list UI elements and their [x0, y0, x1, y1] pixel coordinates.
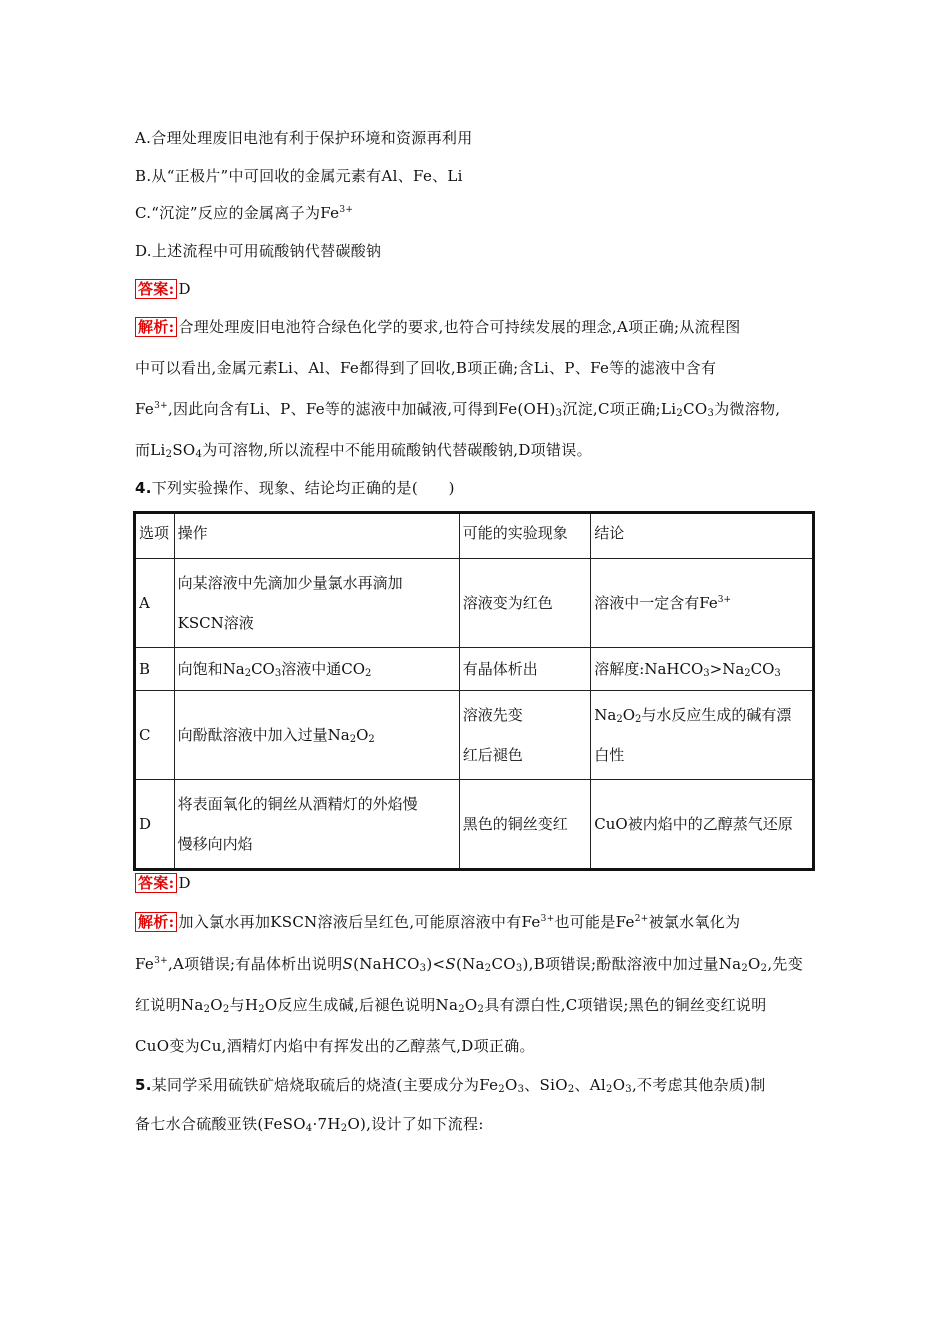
analysis-tag: 解析:: [135, 317, 177, 337]
q3-option-a: A.合理处理废旧电池有利于保护环境和资源再利用: [135, 129, 473, 147]
table-row: [135, 559, 814, 648]
row-a-phenomenon: 溶液变为红色: [459, 559, 591, 648]
row-d-option: D: [135, 780, 175, 870]
row-c-phenomenon: 溶液先变 红后褪色: [459, 691, 591, 780]
row-a-option: A: [135, 559, 175, 648]
table-row: [135, 691, 814, 780]
q3-analysis-line4: 而$Li_2SO_4$为可溶物,所以流程中不能用硫酸钠代替碳酸钠,D项错误。: [135, 441, 592, 460]
row-b-option: B: [135, 648, 175, 691]
q3-analysis-line3: $Fe^{3+}$,因此向含有Li、P、Fe等的滤液中加碱液,可得到$Fe(OH)_3$沉淀,C项正确$;Li_2CO_3$为微溶物,: [135, 400, 781, 419]
header-conclusion: 结论: [591, 513, 814, 559]
q4-analysis-line4: CuO变为Cu,酒精灯内焰中有挥发出的乙醇蒸气,D项正确。: [135, 1037, 535, 1055]
table-row: [135, 648, 814, 691]
q5-stem-line1: 5.某同学采用硫铁矿焙烧取硫后的烧渣(主要成分为$Fe_2O_3$、SiO$_2$、$Al_2O_3$,不考虑其他杂质)制: [135, 1076, 766, 1095]
q5-stem-line2: 备七水合硫酸亚铁$(FeSO_4\cdot 7H_2O)$,设计了如下流程:: [135, 1115, 484, 1134]
q3-option-c: C.“沉淀”反应的金属离子为$Fe^{3+}$: [135, 204, 354, 222]
q3-option-b: B.从“正极片”中可回收的金属元素有Al、Fe、Li: [135, 167, 463, 185]
row-d-conclusion: CuO被内焰中的乙醇蒸气还原: [591, 780, 814, 870]
row-d-operation: 将表面氧化的铜丝从酒精灯的外焰慢 慢移向内焰: [174, 780, 459, 870]
analysis-tag: 解析:: [135, 912, 177, 932]
q3-analysis-line2: 中可以看出,金属元素Li、Al、Fe都得到了回收,B项正确;含Li、P、Fe等的滤液中含有: [135, 359, 717, 377]
experiment-table: [133, 511, 815, 871]
header-option: 选项: [135, 513, 175, 559]
q3-option-d: D.上述流程中可用硫酸钠代替碳酸钠: [135, 242, 382, 260]
q3-analysis-line1: 解析: 合理处理废旧电池符合绿色化学的要求,也符合可持续发展的理念,A项正确;从流程图: [135, 317, 741, 337]
table-row: [135, 780, 814, 870]
row-a-conclusion: 溶液中一定含有$Fe^{3+}$: [591, 559, 814, 648]
q3-answer: 答案: D: [135, 279, 191, 299]
q4-answer: 答案: D: [135, 873, 191, 893]
row-b-operation: 向饱和$Na_2CO_3$溶液中通$CO_2$: [174, 648, 459, 691]
row-c-operation: 向酚酞溶液中加入过量$Na_2O_2$: [174, 691, 459, 780]
q4-analysis-line2: $Fe^{3+},A$项错误;有晶体析出说明$S(NaHCO_3)<S(Na_2CO_3),B$项错误;酚酞溶液中加过量$Na_2O_2$,先变: [135, 955, 803, 974]
answer-tag: 答案:: [135, 873, 177, 893]
row-a-operation: 向某溶液中先滴加少量氯水再滴加 KSCN溶液: [174, 559, 459, 648]
q4-analysis-line1: 解析: 加入氯水再加KSCN溶液后呈红色,可能原溶液中有$Fe^{3+}$也可能是$Fe^{2+}$被氯水氧化为: [135, 912, 740, 932]
table-header-row: [135, 513, 814, 559]
answer-tag: 答案:: [135, 279, 177, 299]
row-b-conclusion: 溶解度$:NaHCO_3>Na_2CO_3$: [591, 648, 814, 691]
row-d-phenomenon: 黑色的铜丝变红: [459, 780, 591, 870]
row-b-phenomenon: 有晶体析出: [459, 648, 591, 691]
header-operation: 操作: [174, 513, 459, 559]
row-c-conclusion: $Na_2O_2$与水反应生成的碱有漂 白性: [591, 691, 814, 780]
q4-stem: 4.下列实验操作、现象、结论均正确的是( ): [135, 479, 455, 497]
q4-analysis-line3: 红说明$Na_2O_2$与$H_2O$反应生成碱,后褪色说明$Na_2O_2$具有漂白性,C项错误;黑色的铜丝变红说明: [135, 996, 767, 1015]
header-phenomenon: 可能的实验现象: [459, 513, 591, 559]
row-c-option: C: [135, 691, 175, 780]
